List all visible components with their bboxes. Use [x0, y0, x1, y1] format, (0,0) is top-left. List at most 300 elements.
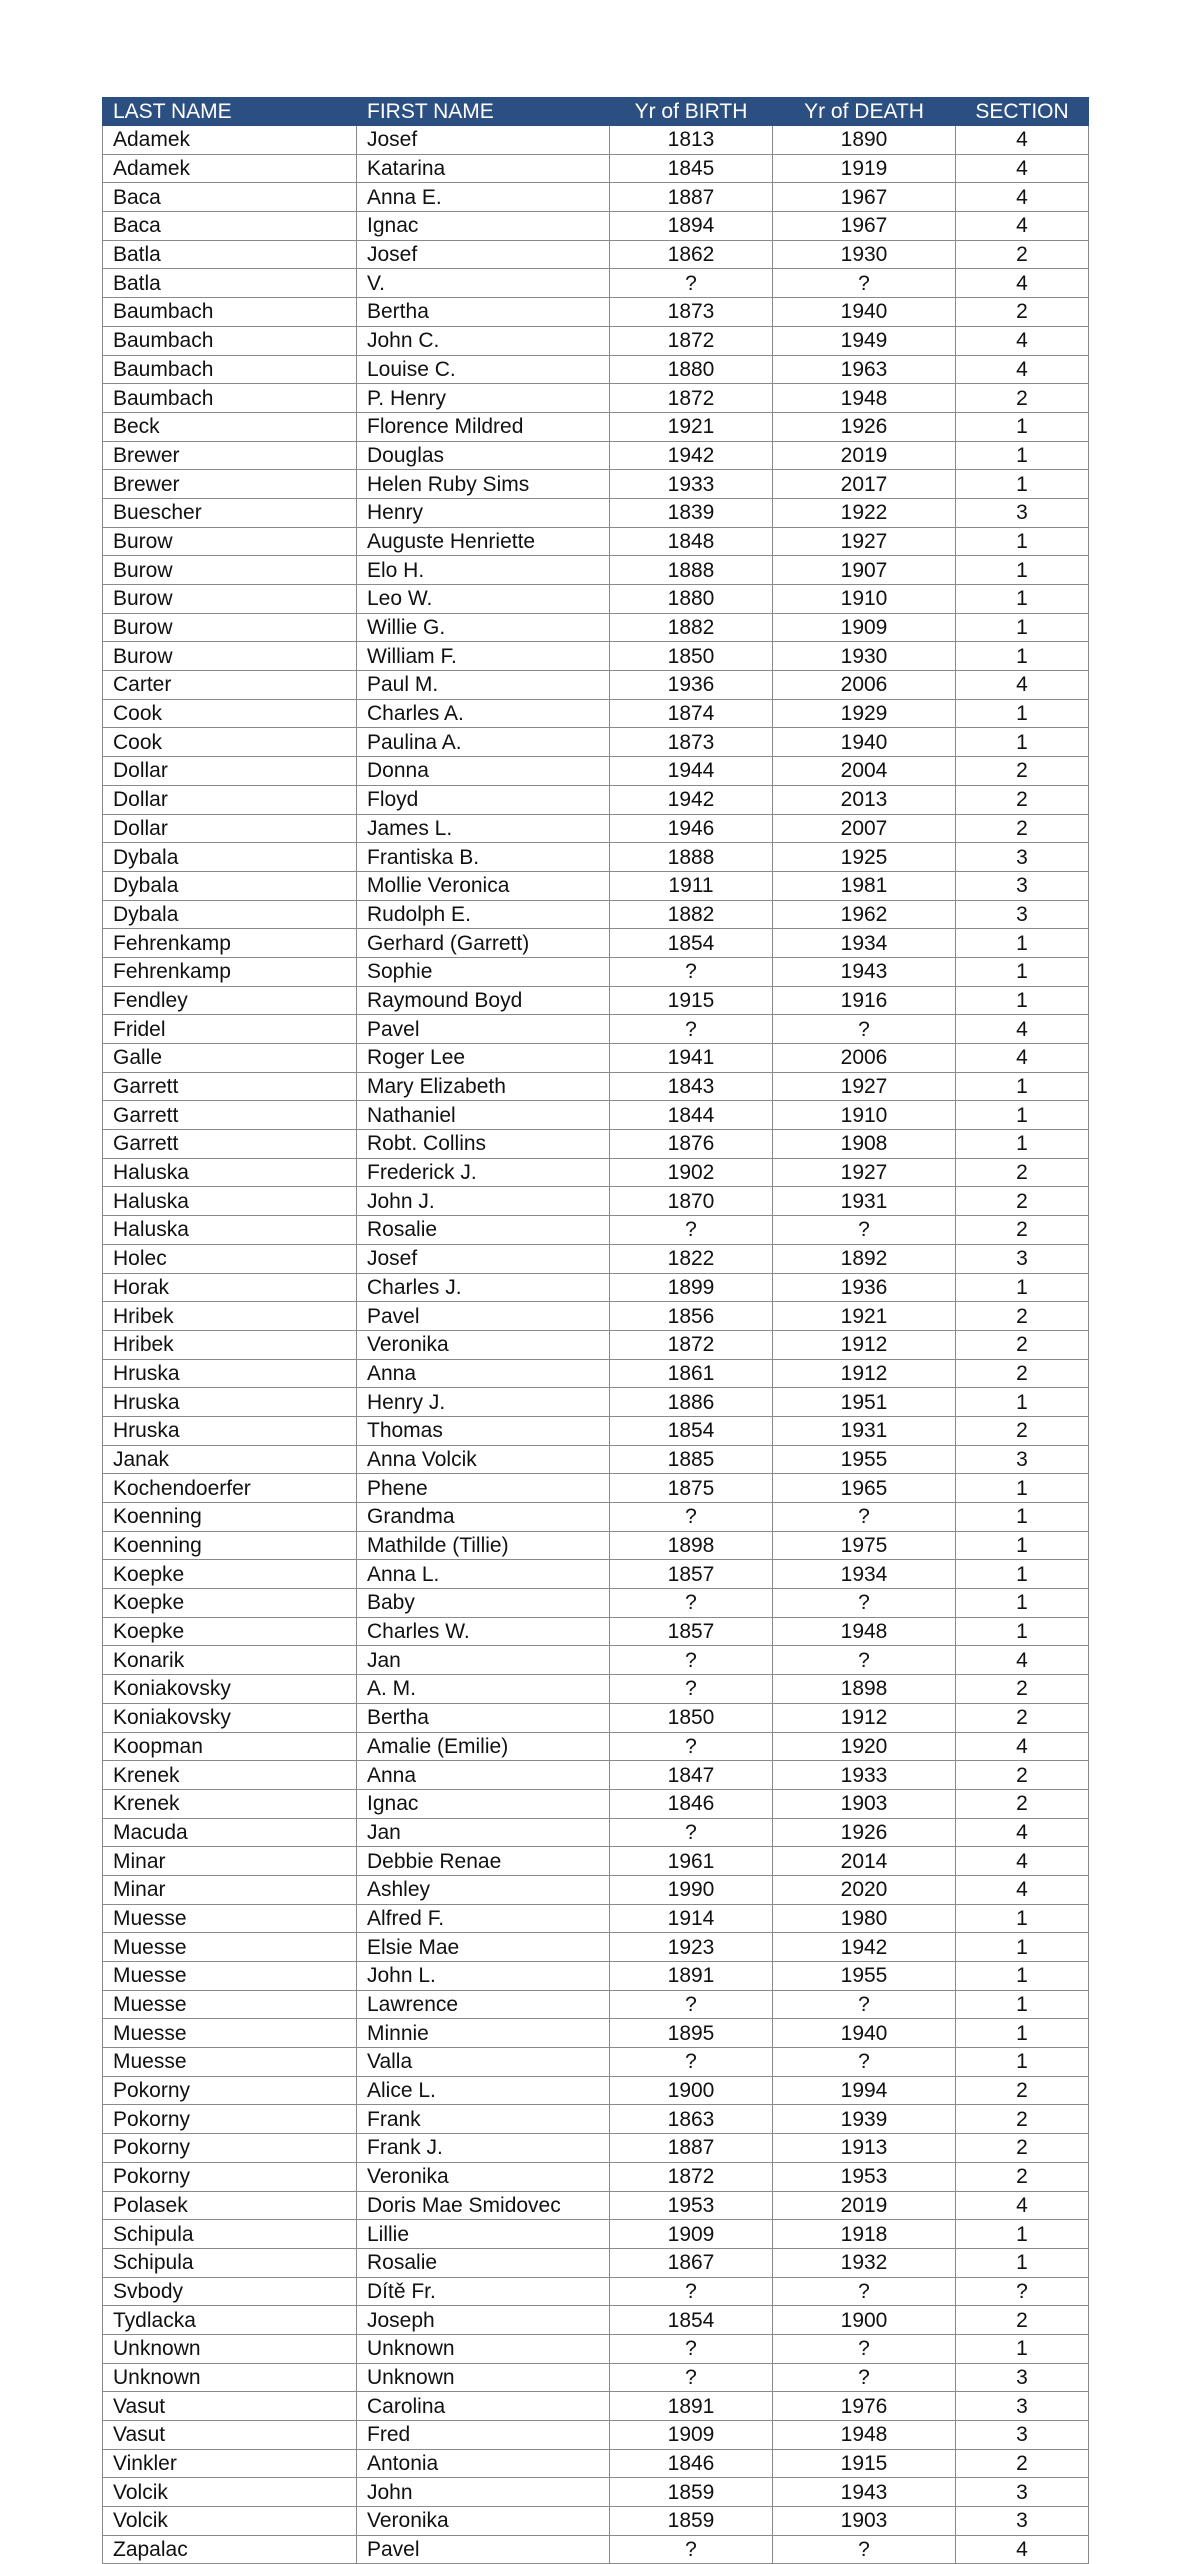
cell-first-name: Debbie Renae	[357, 1847, 610, 1876]
table-row	[103, 814, 1089, 843]
cell-year-of-death: 1967	[773, 212, 956, 241]
cell-last-name: Muesse	[103, 1990, 357, 2019]
table-row	[103, 1818, 1089, 1847]
cell-first-name: Raymound Boyd	[357, 986, 610, 1015]
table-row	[103, 470, 1089, 499]
cell-last-name: Pokorny	[103, 2134, 357, 2163]
cell-year-of-birth: 1933	[610, 470, 773, 499]
cell-year-of-birth: 1876	[610, 1130, 773, 1159]
table-row	[103, 1617, 1089, 1646]
cell-year-of-death: 1955	[773, 1445, 956, 1474]
table-row	[103, 1761, 1089, 1790]
cell-year-of-death: 1898	[773, 1675, 956, 1704]
cell-last-name: Koniakovsky	[103, 1703, 357, 1732]
cell-year-of-death: 2019	[773, 441, 956, 470]
cell-section: 1	[956, 412, 1089, 441]
cell-last-name: Hribek	[103, 1302, 357, 1331]
cell-section: 2	[956, 2105, 1089, 2134]
cell-year-of-birth: ?	[610, 2363, 773, 2392]
cell-year-of-birth: 1856	[610, 1302, 773, 1331]
cell-first-name: Josef	[357, 126, 610, 155]
cell-section: 3	[956, 2363, 1089, 2392]
cell-first-name: Charles A.	[357, 699, 610, 728]
table-row	[103, 1675, 1089, 1704]
cell-year-of-death: 1903	[773, 2507, 956, 2536]
cell-year-of-death: ?	[773, 1216, 956, 1245]
cell-year-of-death: 1936	[773, 1273, 956, 1302]
cell-first-name: V.	[357, 269, 610, 298]
table-header	[103, 98, 1089, 126]
cell-year-of-death: ?	[773, 269, 956, 298]
cell-section: 1	[956, 1904, 1089, 1933]
cell-last-name: Baumbach	[103, 355, 357, 384]
cell-section: 1	[956, 929, 1089, 958]
cell-year-of-birth: 1872	[610, 2162, 773, 2191]
table-row	[103, 2076, 1089, 2105]
cell-first-name: William F.	[357, 642, 610, 671]
cell-year-of-birth: 1899	[610, 1273, 773, 1302]
cell-first-name: Henry	[357, 498, 610, 527]
cell-first-name: John L.	[357, 1962, 610, 1991]
cell-first-name: P. Henry	[357, 384, 610, 413]
cell-year-of-birth: 1941	[610, 1044, 773, 1073]
cell-first-name: Bertha	[357, 298, 610, 327]
cell-section: 2	[956, 1703, 1089, 1732]
cell-section: 2	[956, 1761, 1089, 1790]
cell-year-of-death: 1912	[773, 1703, 956, 1732]
cell-last-name: Macuda	[103, 1818, 357, 1847]
cell-section: 1	[956, 2220, 1089, 2249]
cell-first-name: Anna E.	[357, 183, 610, 212]
cell-first-name: Floyd	[357, 785, 610, 814]
cell-year-of-birth: 1859	[610, 2478, 773, 2507]
cell-year-of-birth: ?	[610, 1503, 773, 1532]
table-row	[103, 1904, 1089, 1933]
cell-first-name: Auguste Henriette	[357, 527, 610, 556]
cell-last-name: Vasut	[103, 2421, 357, 2450]
cell-first-name: Jan	[357, 1818, 610, 1847]
cell-section: 4	[956, 1015, 1089, 1044]
cell-year-of-birth: 1944	[610, 757, 773, 786]
table-row	[103, 1416, 1089, 1445]
cell-last-name: Brewer	[103, 470, 357, 499]
cell-section: 1	[956, 1933, 1089, 1962]
cell-section: 1	[956, 1474, 1089, 1503]
cell-year-of-birth: 1873	[610, 298, 773, 327]
table-row	[103, 154, 1089, 183]
header-first-name: FIRST NAME	[357, 98, 610, 126]
cell-first-name: Frederick J.	[357, 1158, 610, 1187]
table-row	[103, 2277, 1089, 2306]
cell-last-name: Burow	[103, 585, 357, 614]
cell-year-of-birth: ?	[610, 957, 773, 986]
cell-last-name: Koepke	[103, 1560, 357, 1589]
cell-year-of-birth: 1857	[610, 1617, 773, 1646]
cell-section: 2	[956, 240, 1089, 269]
cell-year-of-death: 1948	[773, 384, 956, 413]
cell-first-name: John	[357, 2478, 610, 2507]
cell-first-name: Leo W.	[357, 585, 610, 614]
cell-first-name: Pavel	[357, 2535, 610, 2564]
cell-year-of-birth: ?	[610, 1732, 773, 1761]
table-row	[103, 1847, 1089, 1876]
cell-year-of-birth: ?	[610, 2334, 773, 2363]
cell-section: 1	[956, 1560, 1089, 1589]
cell-section: 2	[956, 1330, 1089, 1359]
header-section: SECTION	[956, 98, 1089, 126]
cell-last-name: Batla	[103, 240, 357, 269]
table-row	[103, 1875, 1089, 1904]
cell-year-of-birth: 1845	[610, 154, 773, 183]
cell-last-name: Tydlacka	[103, 2306, 357, 2335]
cell-year-of-death: 1916	[773, 986, 956, 1015]
cell-last-name: Burow	[103, 613, 357, 642]
cell-section: 2	[956, 1416, 1089, 1445]
cell-first-name: Thomas	[357, 1416, 610, 1445]
cell-last-name: Hruska	[103, 1359, 357, 1388]
cell-year-of-death: 2013	[773, 785, 956, 814]
cell-year-of-death: ?	[773, 1990, 956, 2019]
cell-last-name: Brewer	[103, 441, 357, 470]
cell-year-of-death: ?	[773, 1503, 956, 1532]
cell-year-of-death: 1913	[773, 2134, 956, 2163]
cell-year-of-death: 1932	[773, 2248, 956, 2277]
table-row	[103, 2134, 1089, 2163]
cell-last-name: Schipula	[103, 2220, 357, 2249]
cell-year-of-death: 1939	[773, 2105, 956, 2134]
cell-last-name: Burow	[103, 642, 357, 671]
cell-last-name: Beck	[103, 412, 357, 441]
cell-last-name: Muesse	[103, 1962, 357, 1991]
cell-first-name: Doris Mae Smidovec	[357, 2191, 610, 2220]
cell-first-name: Frank J.	[357, 2134, 610, 2163]
burial-roster-table	[102, 97, 1089, 2564]
cell-first-name: Minnie	[357, 2019, 610, 2048]
cell-year-of-death: 1934	[773, 1560, 956, 1589]
cell-section: 1	[956, 1531, 1089, 1560]
cell-section: 3	[956, 871, 1089, 900]
cell-section: 1	[956, 1101, 1089, 1130]
cell-section: 3	[956, 843, 1089, 872]
table-row	[103, 1646, 1089, 1675]
cell-year-of-death: 1907	[773, 556, 956, 585]
cell-section: 1	[956, 2248, 1089, 2277]
cell-year-of-birth: 1885	[610, 1445, 773, 1474]
cell-year-of-birth: ?	[610, 1216, 773, 1245]
table-row	[103, 2048, 1089, 2077]
cell-last-name: Burow	[103, 527, 357, 556]
cell-year-of-birth: 1942	[610, 785, 773, 814]
cell-year-of-birth: 1914	[610, 1904, 773, 1933]
cell-year-of-death: 1892	[773, 1244, 956, 1273]
cell-year-of-birth: 1915	[610, 986, 773, 1015]
cell-year-of-birth: 1872	[610, 384, 773, 413]
cell-last-name: Unknown	[103, 2363, 357, 2392]
cell-first-name: Fred	[357, 2421, 610, 2450]
cell-section: 4	[956, 326, 1089, 355]
cell-year-of-death: 1900	[773, 2306, 956, 2335]
cell-first-name: Paul M.	[357, 671, 610, 700]
table-row	[103, 929, 1089, 958]
table-row	[103, 384, 1089, 413]
table-row	[103, 2162, 1089, 2191]
cell-section: 1	[956, 585, 1089, 614]
cell-section: 1	[956, 1589, 1089, 1618]
cell-section: 4	[956, 1847, 1089, 1876]
cell-year-of-birth: 1888	[610, 843, 773, 872]
cell-last-name: Adamek	[103, 154, 357, 183]
cell-last-name: Pokorny	[103, 2105, 357, 2134]
table-row	[103, 212, 1089, 241]
cell-section: 2	[956, 814, 1089, 843]
cell-section: 4	[956, 355, 1089, 384]
cell-first-name: Henry J.	[357, 1388, 610, 1417]
cell-last-name: Baumbach	[103, 384, 357, 413]
cell-year-of-death: 1931	[773, 1416, 956, 1445]
cell-section: 2	[956, 1359, 1089, 1388]
table-row	[103, 1990, 1089, 2019]
cell-last-name: Krenek	[103, 1789, 357, 1818]
cell-section: 1	[956, 1503, 1089, 1532]
cell-year-of-birth: 1861	[610, 1359, 773, 1388]
cell-year-of-death: 1909	[773, 613, 956, 642]
table-row	[103, 843, 1089, 872]
cell-first-name: Baby	[357, 1589, 610, 1618]
cell-section: 4	[956, 126, 1089, 155]
cell-year-of-birth: 1923	[610, 1933, 773, 1962]
cell-year-of-birth: 1822	[610, 1244, 773, 1273]
cell-year-of-death: 1965	[773, 1474, 956, 1503]
cell-year-of-birth: ?	[610, 1589, 773, 1618]
cell-section: 2	[956, 757, 1089, 786]
cell-year-of-death: 1943	[773, 957, 956, 986]
cell-first-name: Lawrence	[357, 1990, 610, 2019]
cell-year-of-death: 1926	[773, 1818, 956, 1847]
cell-year-of-birth: 1854	[610, 2306, 773, 2335]
cell-last-name: Holec	[103, 1244, 357, 1273]
cell-year-of-death: 1930	[773, 642, 956, 671]
cell-section: 2	[956, 2449, 1089, 2478]
cell-year-of-birth: 1946	[610, 814, 773, 843]
cell-last-name: Dybala	[103, 871, 357, 900]
cell-year-of-birth: 1900	[610, 2076, 773, 2105]
cell-year-of-death: 1910	[773, 585, 956, 614]
cell-section: 1	[956, 1072, 1089, 1101]
cell-last-name: Garrett	[103, 1130, 357, 1159]
cell-year-of-death: 1915	[773, 2449, 956, 2478]
table-row	[103, 556, 1089, 585]
cell-last-name: Fehrenkamp	[103, 957, 357, 986]
table-row	[103, 1244, 1089, 1273]
cell-last-name: Koepke	[103, 1589, 357, 1618]
cell-last-name: Hruska	[103, 1416, 357, 1445]
cell-last-name: Volcik	[103, 2507, 357, 2536]
cell-section: 2	[956, 2076, 1089, 2105]
table-row	[103, 957, 1089, 986]
table-row	[103, 2191, 1089, 2220]
cell-year-of-death: 1963	[773, 355, 956, 384]
cell-year-of-death: ?	[773, 1646, 956, 1675]
cell-section: 2	[956, 1187, 1089, 1216]
cell-last-name: Cook	[103, 699, 357, 728]
cell-last-name: Unknown	[103, 2334, 357, 2363]
cell-first-name: Veronika	[357, 2507, 610, 2536]
cell-first-name: Rosalie	[357, 2248, 610, 2277]
cell-section: 1	[956, 441, 1089, 470]
cell-year-of-death: 1922	[773, 498, 956, 527]
table-row	[103, 2421, 1089, 2450]
table-row	[103, 1330, 1089, 1359]
cell-last-name: Dybala	[103, 900, 357, 929]
table-row	[103, 527, 1089, 556]
cell-last-name: Zapalac	[103, 2535, 357, 2564]
cell-section: 2	[956, 2306, 1089, 2335]
cell-year-of-death: 2006	[773, 1044, 956, 1073]
cell-first-name: Roger Lee	[357, 1044, 610, 1073]
cell-year-of-birth: 1886	[610, 1388, 773, 1417]
cell-year-of-death: 1926	[773, 412, 956, 441]
cell-section: 1	[956, 1388, 1089, 1417]
cell-section: 3	[956, 2392, 1089, 2421]
table-row	[103, 1216, 1089, 1245]
cell-section: 4	[956, 1818, 1089, 1847]
table-body	[103, 126, 1089, 2564]
cell-year-of-birth: 1843	[610, 1072, 773, 1101]
cell-year-of-death: 1980	[773, 1904, 956, 1933]
cell-first-name: Lillie	[357, 2220, 610, 2249]
cell-section: 1	[956, 1130, 1089, 1159]
cell-year-of-birth: 1894	[610, 212, 773, 241]
cell-section: 4	[956, 212, 1089, 241]
cell-year-of-death: 1931	[773, 1187, 956, 1216]
table-row	[103, 412, 1089, 441]
cell-section: 1	[956, 1273, 1089, 1302]
cell-last-name: Baumbach	[103, 298, 357, 327]
cell-section: 2	[956, 1158, 1089, 1187]
cell-section: 4	[956, 1875, 1089, 1904]
cell-year-of-death: 1981	[773, 871, 956, 900]
cell-section: 1	[956, 2019, 1089, 2048]
cell-last-name: Krenek	[103, 1761, 357, 1790]
table-row	[103, 269, 1089, 298]
table-row	[103, 441, 1089, 470]
cell-year-of-birth: 1882	[610, 613, 773, 642]
cell-year-of-death: 1927	[773, 1072, 956, 1101]
cell-last-name: Batla	[103, 269, 357, 298]
cell-section: 1	[956, 527, 1089, 556]
cell-last-name: Hruska	[103, 1388, 357, 1417]
cell-last-name: Carter	[103, 671, 357, 700]
cell-year-of-death: 1953	[773, 2162, 956, 2191]
cell-year-of-birth: 1854	[610, 1416, 773, 1445]
cell-year-of-birth: 1844	[610, 1101, 773, 1130]
cell-first-name: Dítě Fr.	[357, 2277, 610, 2306]
cell-last-name: Muesse	[103, 2019, 357, 2048]
cell-year-of-death: 1962	[773, 900, 956, 929]
cell-section: 1	[956, 642, 1089, 671]
cell-year-of-death: 1927	[773, 527, 956, 556]
cell-section: 1	[956, 986, 1089, 1015]
cell-section: 4	[956, 1044, 1089, 1073]
cell-first-name: Mollie Veronica	[357, 871, 610, 900]
cell-year-of-death: 1948	[773, 2421, 956, 2450]
cell-year-of-death: 1930	[773, 240, 956, 269]
cell-year-of-death: 1925	[773, 843, 956, 872]
cell-last-name: Haluska	[103, 1158, 357, 1187]
cell-last-name: Muesse	[103, 2048, 357, 2077]
table-row	[103, 1302, 1089, 1331]
table-row	[103, 1273, 1089, 1302]
cell-first-name: Charles W.	[357, 1617, 610, 1646]
table-row	[103, 2105, 1089, 2134]
table-row	[103, 585, 1089, 614]
cell-first-name: Ignac	[357, 212, 610, 241]
table-row	[103, 785, 1089, 814]
table-row	[103, 2449, 1089, 2478]
cell-year-of-death: 1921	[773, 1302, 956, 1331]
cell-last-name: Cook	[103, 728, 357, 757]
cell-year-of-birth: 1862	[610, 240, 773, 269]
cell-year-of-death: ?	[773, 2535, 956, 2564]
cell-year-of-death: 1955	[773, 1962, 956, 1991]
cell-first-name: Pavel	[357, 1302, 610, 1331]
cell-section: 3	[956, 2507, 1089, 2536]
table-row	[103, 699, 1089, 728]
cell-year-of-birth: 1850	[610, 1703, 773, 1732]
cell-section: ?	[956, 2277, 1089, 2306]
cell-section: 3	[956, 1244, 1089, 1273]
header-row	[103, 98, 1089, 126]
cell-year-of-birth: 1875	[610, 1474, 773, 1503]
table-row	[103, 1015, 1089, 1044]
cell-year-of-birth: 1882	[610, 900, 773, 929]
cell-year-of-birth: 1863	[610, 2105, 773, 2134]
cell-year-of-birth: ?	[610, 1990, 773, 2019]
cell-year-of-birth: 1880	[610, 355, 773, 384]
cell-year-of-death: 1919	[773, 154, 956, 183]
cell-first-name: Robt. Collins	[357, 1130, 610, 1159]
cell-year-of-birth: 1909	[610, 2220, 773, 2249]
cell-last-name: Pokorny	[103, 2162, 357, 2191]
cell-last-name: Minar	[103, 1847, 357, 1876]
cell-year-of-death: 1903	[773, 1789, 956, 1818]
cell-year-of-birth: 1895	[610, 2019, 773, 2048]
cell-year-of-death: ?	[773, 1589, 956, 1618]
cell-section: 1	[956, 1962, 1089, 1991]
cell-year-of-birth: ?	[610, 1675, 773, 1704]
cell-last-name: Fehrenkamp	[103, 929, 357, 958]
table-row	[103, 613, 1089, 642]
cell-last-name: Baumbach	[103, 326, 357, 355]
cell-section: 3	[956, 2421, 1089, 2450]
cell-section: 4	[956, 2535, 1089, 2564]
cell-last-name: Garrett	[103, 1072, 357, 1101]
cell-first-name: Paulina A.	[357, 728, 610, 757]
cell-last-name: Janak	[103, 1445, 357, 1474]
cell-last-name: Dollar	[103, 814, 357, 843]
cell-year-of-birth: ?	[610, 1818, 773, 1847]
cell-year-of-birth: 1859	[610, 2507, 773, 2536]
cell-section: 1	[956, 728, 1089, 757]
cell-first-name: Anna	[357, 1359, 610, 1388]
cell-year-of-death: 1967	[773, 183, 956, 212]
cell-last-name: Baca	[103, 183, 357, 212]
cell-first-name: Rosalie	[357, 1216, 610, 1245]
cell-last-name: Kochendoerfer	[103, 1474, 357, 1503]
cell-first-name: Mary Elizabeth	[357, 1072, 610, 1101]
cell-last-name: Koopman	[103, 1732, 357, 1761]
table-row	[103, 1732, 1089, 1761]
